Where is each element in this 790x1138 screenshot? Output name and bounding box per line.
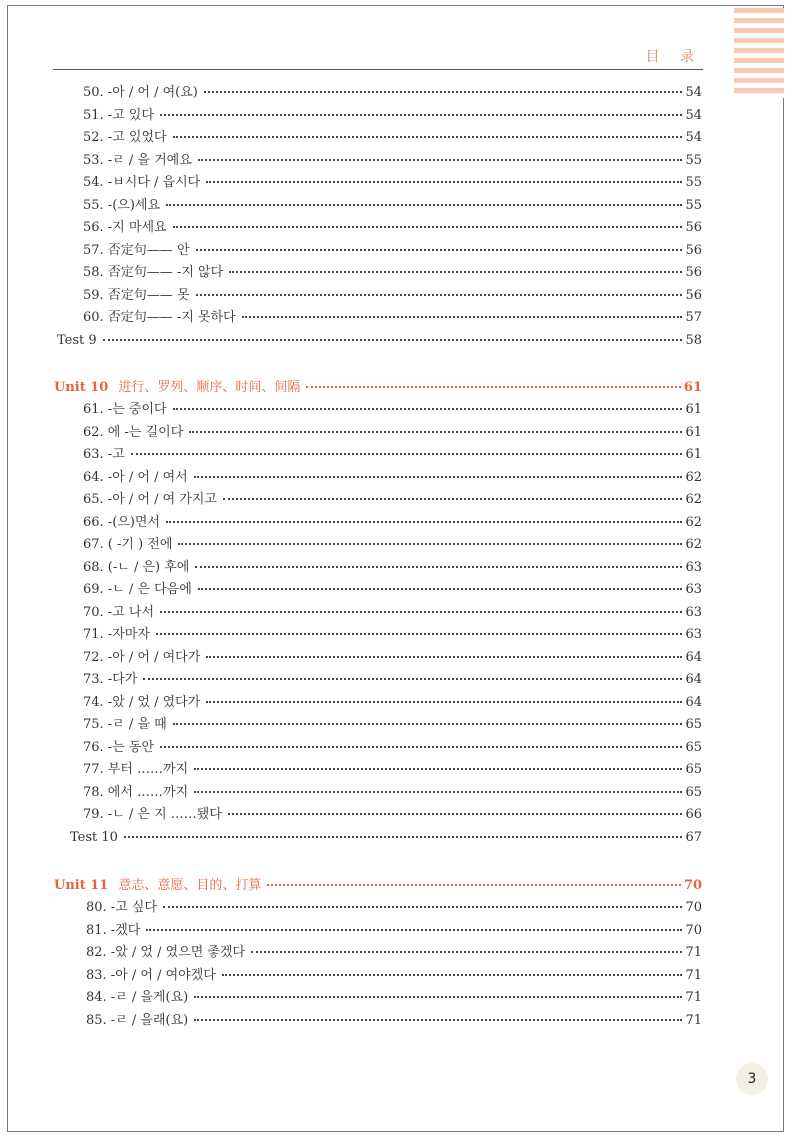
toc-entry-label: 59. 否定句—— 못 <box>83 287 190 303</box>
header-title: 目 录 <box>645 49 702 65</box>
toc-entry-label: 61. -는 중이다 <box>83 402 167 417</box>
toc-entry-label: 57. 否定句—— 안 <box>83 242 190 258</box>
toc-entry-page: 56 <box>685 265 702 280</box>
toc-entry[interactable] <box>83 759 702 781</box>
dot-leader <box>146 921 682 931</box>
toc-entry-label: 80. -고 싶다 <box>86 900 158 915</box>
toc-entry-page: 61 <box>685 447 702 462</box>
dot-leader <box>195 558 682 568</box>
dot-leader <box>228 805 683 815</box>
toc-entry-label: 69. -ㄴ / 은 다음에 <box>83 582 192 597</box>
toc-entry[interactable] <box>83 669 702 691</box>
toc-entry-page: 61 <box>685 402 702 417</box>
unit-page: 61 <box>683 380 702 395</box>
toc-entry[interactable] <box>83 467 702 489</box>
toc-entry[interactable] <box>83 489 702 511</box>
dot-leader <box>131 445 683 455</box>
dot-leader <box>173 218 683 228</box>
dot-leader <box>206 693 682 703</box>
toc-entry-label: 77. 부터 ……까지 <box>83 762 189 777</box>
toc-entry[interactable] <box>83 737 702 759</box>
dot-leader <box>166 513 682 523</box>
toc-entry[interactable] <box>83 307 702 329</box>
dot-leader <box>160 738 682 748</box>
dot-leader <box>229 263 682 273</box>
toc-entry[interactable] <box>83 534 702 556</box>
toc-entry-page: 65 <box>685 762 702 777</box>
dot-leader <box>251 943 682 953</box>
toc-entry[interactable] <box>83 399 702 421</box>
unit-number: Unit 11 <box>54 878 109 893</box>
toc-entry-page: 63 <box>685 582 702 597</box>
page-number-badge: 3 <box>736 1063 768 1095</box>
toc-entry-page: 65 <box>685 784 702 800</box>
toc-entry[interactable] <box>83 512 702 534</box>
toc-entry-label: 56. -지 마세요 <box>83 220 167 235</box>
dot-leader <box>178 535 682 545</box>
toc-entry-label: 60. 否定句—— -지 못하다 <box>83 310 236 325</box>
toc-entry-label: 51. -고 있다 <box>83 107 155 123</box>
toc-entry[interactable] <box>83 444 702 466</box>
toc-entry[interactable] <box>86 942 702 964</box>
unit-page: 70 <box>683 878 702 893</box>
toc-entry-label: 63. -고 <box>83 447 125 462</box>
toc-entry-label: 81. -겠다 <box>86 922 141 938</box>
toc-entry-label: 65. -아 / 어 / 여 가지고 <box>83 492 217 507</box>
toc-entry-label: 85. -ㄹ / 을래(요) <box>86 1012 189 1028</box>
toc-entry-label: 75. -ㄹ / 을 때 <box>83 717 167 732</box>
toc-entry-page: 58 <box>685 332 702 348</box>
toc-entry-label: 64. -아 / 어 / 여서 <box>83 469 188 485</box>
toc-entry[interactable] <box>83 172 702 194</box>
toc-entry-page: 63 <box>685 559 702 575</box>
dot-leader <box>156 625 683 635</box>
toc-entry-page: 64 <box>685 649 702 665</box>
toc-entry-page: 55 <box>685 152 702 168</box>
dot-leader <box>198 580 683 590</box>
toc-entry[interactable] <box>83 285 702 307</box>
toc-entry-page: 63 <box>685 627 702 642</box>
toc-entry[interactable] <box>83 557 702 579</box>
toc-entry-page: 62 <box>685 537 702 552</box>
toc-entry-page: 62 <box>685 492 702 507</box>
toc-entry-page: 61 <box>685 424 702 440</box>
header-rule <box>53 69 703 70</box>
toc-entry-label: Test 9 <box>57 332 97 348</box>
toc-entry-page: 54 <box>685 85 702 100</box>
toc-entry[interactable] <box>86 965 702 987</box>
toc-entry-page: 70 <box>685 900 702 915</box>
unit-title: 进行、罗列、顺序、时间、间隔 <box>118 380 301 395</box>
unit-number: Unit 10 <box>54 380 109 395</box>
toc-entry[interactable] <box>83 240 702 262</box>
dot-leader <box>206 648 682 658</box>
toc-entry-label: 66. -(으)면서 <box>83 514 161 530</box>
dot-leader <box>124 828 683 838</box>
toc-entry-page: 66 <box>685 807 702 822</box>
dot-leader <box>173 715 683 725</box>
toc-entry-label: 70. -고 나서 <box>83 604 155 620</box>
dot-leader <box>160 603 682 613</box>
toc-entry[interactable] <box>86 1010 702 1032</box>
toc-entry[interactable] <box>83 782 702 804</box>
toc-entry-page: 57 <box>685 310 702 325</box>
toc-entry[interactable] <box>83 195 702 217</box>
toc-entry-page: 54 <box>685 107 702 123</box>
toc-entry-label: 54. -ㅂ시다 / 읍시다 <box>83 175 201 190</box>
toc-entry-label: 53. -ㄹ / 을 거예요 <box>83 152 192 168</box>
toc-entry[interactable] <box>83 647 702 669</box>
toc-entry-page: 56 <box>685 287 702 303</box>
dot-leader <box>160 106 682 116</box>
toc-entry-label: 50. -아 / 어 / 여(요) <box>83 85 198 100</box>
toc-entry-page: 63 <box>685 604 702 620</box>
toc-entry-page: 55 <box>685 197 702 213</box>
toc-entry-page: 64 <box>685 694 702 710</box>
toc-entry-page: 71 <box>685 945 702 960</box>
toc-entry-label: 82. -았 / 었 / 였으면 좋겠다 <box>86 945 246 960</box>
dot-leader <box>196 241 683 251</box>
dot-leader <box>206 173 682 183</box>
toc-entry[interactable] <box>86 987 702 1009</box>
unit-title: 意志、意愿、目的、打算 <box>118 878 262 893</box>
dot-leader <box>173 128 683 138</box>
toc-entry-page: 54 <box>685 130 702 145</box>
toc-entry-label: 79. -ㄴ / 은 지 ……됐다 <box>83 807 222 822</box>
toc-entry-page: 71 <box>685 967 702 983</box>
dot-leader <box>194 760 682 770</box>
unit-heading[interactable] <box>54 875 702 897</box>
dot-leader <box>173 400 683 410</box>
dot-leader <box>163 898 682 908</box>
toc-entry-page: 71 <box>685 1012 702 1028</box>
toc-entry[interactable] <box>83 82 702 104</box>
toc-entry[interactable] <box>83 262 702 284</box>
dot-leader <box>222 966 683 976</box>
toc-entry-page: 67 <box>685 830 702 845</box>
toc-entry-page: 65 <box>685 717 702 732</box>
dot-leader <box>194 783 682 793</box>
toc-entry-page: 64 <box>685 672 702 687</box>
toc-entry-test[interactable] <box>57 330 702 352</box>
toc-entry-page: 62 <box>685 469 702 485</box>
toc-entry[interactable] <box>83 217 702 239</box>
dot-leader <box>194 468 683 478</box>
toc-entry-page: 55 <box>685 175 702 190</box>
decorative-stripes <box>734 8 784 98</box>
toc-entry-page: 56 <box>685 242 702 258</box>
toc-entry[interactable] <box>83 422 702 444</box>
toc-entry[interactable] <box>83 105 702 127</box>
dot-leader <box>194 988 682 998</box>
toc-entry-page: 56 <box>685 220 702 235</box>
dot-leader <box>242 308 683 318</box>
toc-entry-label: 83. -아 / 어 / 여야겠다 <box>86 967 216 983</box>
toc-entry-label: 78. 에서 ……까지 <box>83 784 189 800</box>
toc-entry-label: 72. -아 / 어 / 여다가 <box>83 649 201 665</box>
toc-entry[interactable] <box>83 804 702 826</box>
dot-leader <box>166 196 682 206</box>
toc-entry-label: 52. -고 있었다 <box>83 130 167 145</box>
toc-entry[interactable] <box>86 897 702 919</box>
toc-entry-page: 71 <box>685 990 702 1005</box>
dot-leader <box>223 490 682 500</box>
dot-leader <box>143 670 682 680</box>
toc-entry-label: 74. -았 / 었 / 였다가 <box>83 694 201 710</box>
toc-entry-page: 65 <box>685 739 702 755</box>
toc-entry[interactable] <box>83 692 702 714</box>
unit-heading[interactable] <box>54 377 702 399</box>
dot-leader <box>198 151 683 161</box>
toc-entry-page: 70 <box>685 922 702 938</box>
toc-entry-label: 71. -자마자 <box>83 627 150 642</box>
toc-entry-label: 67. ( -기 ) 전에 <box>83 537 173 552</box>
dot-leader <box>196 286 683 296</box>
toc-entry[interactable] <box>83 714 702 736</box>
dot-leader <box>306 378 681 388</box>
toc-entry[interactable] <box>83 127 702 149</box>
toc-entry-page: 62 <box>685 514 702 530</box>
toc-entry[interactable] <box>83 150 702 172</box>
toc-entry-label: 55. -(으)세요 <box>83 197 161 213</box>
toc-entry-label: 76. -는 동안 <box>83 739 155 755</box>
dot-leader <box>267 876 681 886</box>
toc-entry-label: 58. 否定句—— -지 않다 <box>83 265 224 280</box>
toc-entry-label: 62. 에 -는 길이다 <box>83 424 184 440</box>
dot-leader <box>204 83 683 93</box>
dot-leader <box>194 1011 682 1021</box>
toc-entry-test[interactable] <box>70 827 702 849</box>
toc-entry-label: 84. -ㄹ / 을게(요) <box>86 990 189 1005</box>
toc-entry-label: Test 10 <box>70 830 118 845</box>
toc-entry-label: 73. -다가 <box>83 672 138 687</box>
toc-entry[interactable] <box>83 602 702 624</box>
toc-entry[interactable] <box>83 579 702 601</box>
toc-entry-label: 68. (-ㄴ / 은) 후에 <box>83 559 190 575</box>
dot-leader <box>103 331 683 341</box>
dot-leader <box>189 423 682 433</box>
toc-entry[interactable] <box>83 624 702 646</box>
toc-entry[interactable] <box>86 920 702 942</box>
